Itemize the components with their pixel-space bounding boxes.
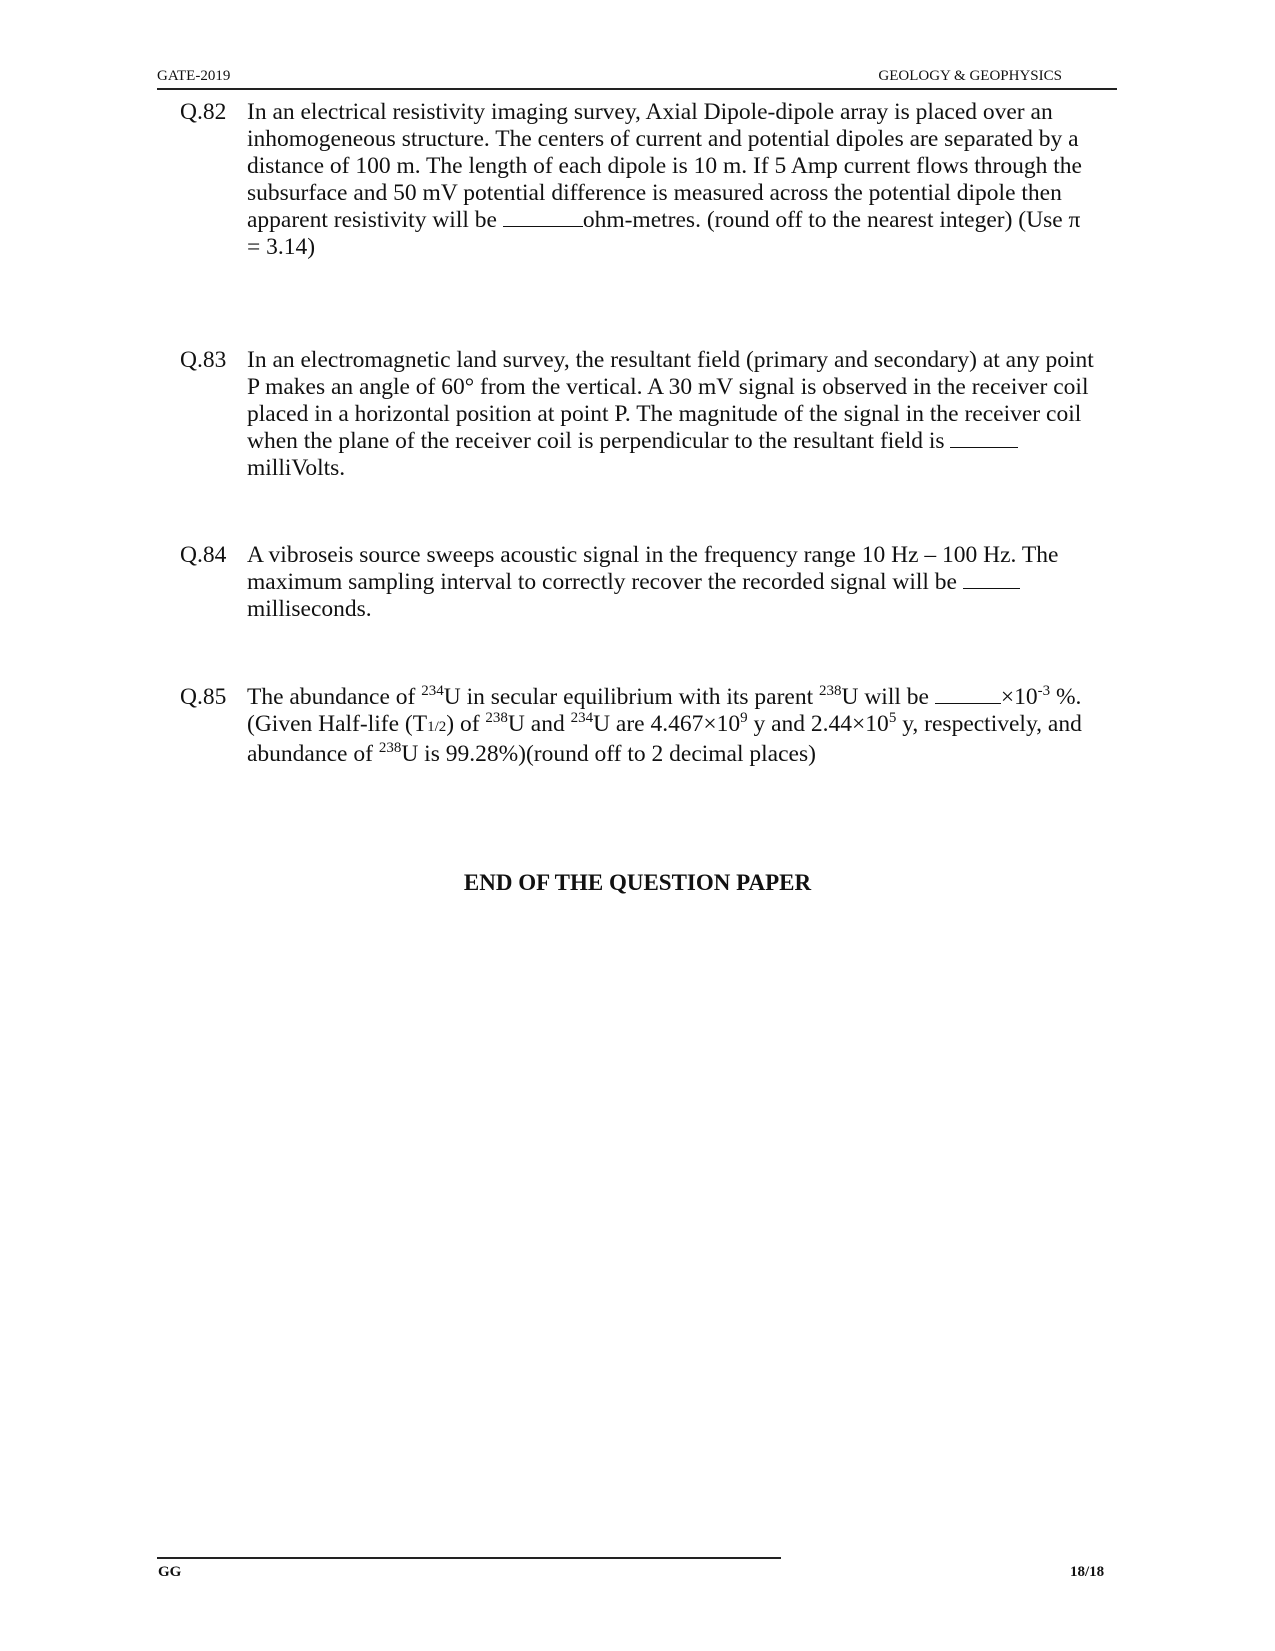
question-82 — [180, 99, 1095, 261]
question-text: The abundance of $^{234}$U in secular equilibrium with its parent $^{238}$U will be $\times 10^{-3}$ %. (Given Half-life (T1/2) of $^{238}$U and $^{234}$U are $4.467\times 10^9$ y and $2.44\times 10^5$ y, respectively, and abundance of $^{238}$U is 99.28%)(round off to 2 decimal places) — [247, 683, 1082, 767]
answer-blank — [950, 429, 1018, 448]
exam-name: GATE-2019 — [157, 68, 231, 84]
paper-subject: GEOLOGY & GEOPHYSICS — [878, 68, 1062, 84]
question-number: Q.85 — [180, 684, 227, 710]
page-header — [157, 66, 1117, 90]
footer-divider — [157, 1557, 781, 1559]
answer-blank — [963, 570, 1020, 589]
question-number: Q.84 — [180, 542, 227, 568]
question-text: In an electrical resistivity imaging survey, Axial Dipole-dipole array is placed over an inhomogeneous structure. The centers of current and potential dipoles are separated by a distance of 100 m. The length of each dipole is 10 m. If 5 Amp current flows through the subsurface and 50 mV potential difference is measured across the potential dipole then apparent resistivity will be ohm-metres. (round off to the nearest integer) (Use π = 3.14) — [247, 99, 1082, 260]
end-of-paper-heading: END OF THE QUESTION PAPER — [463, 870, 812, 895]
answer-blank — [503, 208, 583, 227]
paper-code: GG — [158, 1564, 182, 1580]
question-number: Q.83 — [180, 347, 227, 373]
page-number: 18/18 — [1070, 1564, 1105, 1580]
question-84 — [180, 542, 1095, 623]
question-text: A vibroseis source sweeps acoustic signal in the frequency range 10 Hz – 100 Hz. The maximum sampling interval to correctly recover the recorded signal will be milliseconds. — [247, 542, 1059, 622]
question-83 — [180, 347, 1095, 482]
question-number: Q.82 — [180, 99, 227, 125]
answer-blank — [935, 685, 1001, 704]
question-85 — [180, 684, 1095, 768]
question-text: In an electromagnetic land survey, the resultant field (primary and secondary) at any point P makes an angle of 60° from the vertical. A 30 mV signal is observed in the receiver coil placed in a horizontal position at point P. The magnitude of the signal in the receiver coil when the plane of the receiver coil is perpendicular to the resultant field is milliVolts. — [247, 347, 1094, 481]
